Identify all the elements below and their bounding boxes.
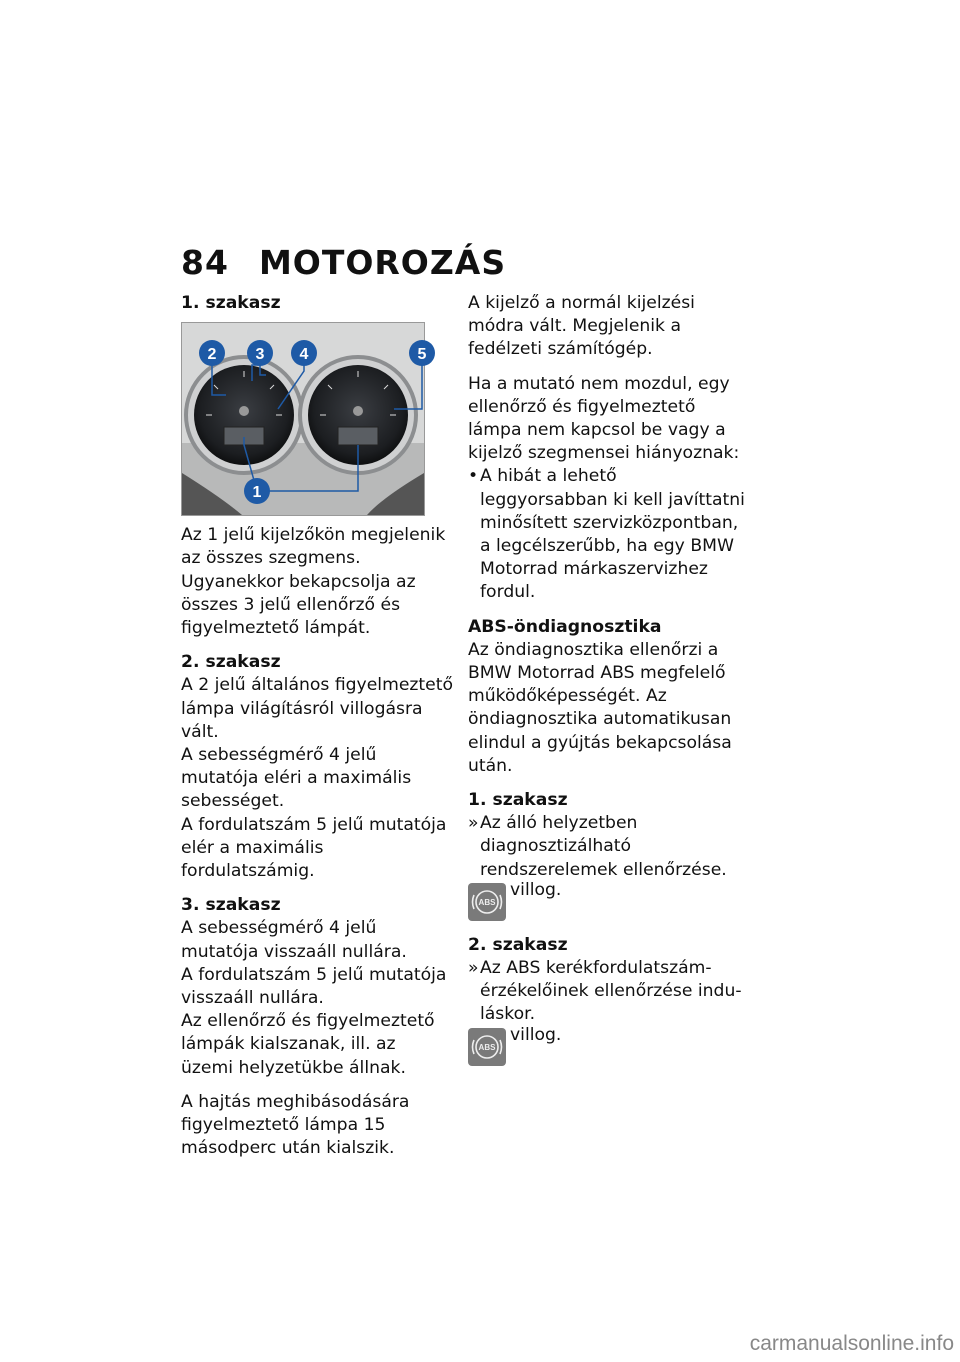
section-1-title: 1. szakasz [181,293,281,313]
section-2-p3: A fordulatszám 5 jelű mutatója elér a maximális fordulatszámig. [181,814,447,882]
bullet-marker: • [468,466,479,487]
page-title: MOTOROZÁS [258,243,507,282]
section-3-p3: Az ellenőrző és figyelmeztető lámpák kialszanak, ill. az üzemi helyzetükbe állnak. [181,1011,435,1078]
section-3-p2: A fordulatszám 5 jelű mutatója visszaáll nullára. [181,964,447,1009]
abs-title: ABS-öndiagnosztika [468,616,662,637]
section-2-p2: A sebességmérő 4 jelű mutatója eléri a maximális sebességet. [181,745,412,812]
step-text: Az ABS kerékfordulatszám-érzékelőinek ellenőrzése induláskor. [480,958,742,1025]
instrument-cluster-image [182,323,427,515]
bullet-text: A hibát a lehető leggyorsabban ki kell javíttatni minősített szervizközpontban, a legcélszerűbb, ha egy BMW Motorrad márkaszervizhez fordul. [480,466,745,603]
left-column [181,292,453,1160]
arrow-marker: » [468,813,479,834]
section-1-text: Az 1 jelű kijelzőkön megjelenik az összes szegmens. Ugyanekkor bekapcsolja az összes 3 jelű ellenőrző és figyelmeztető lámpát. [181,525,446,639]
abs-icon-row [468,1024,748,1074]
watermark: carmanualsonline.info [749,1332,954,1355]
abs-icon-label: villog. [510,1024,562,1045]
page-header [181,243,506,282]
list-item [468,465,748,604]
section-4-p1: A hajtás meghibásodására figyelmeztető lámpa 15 másodperc után kialszik. [181,1091,410,1159]
callout-4: 4 [299,346,309,364]
abs-warning-icon [468,883,506,921]
svg-text:ABS: ABS [478,1042,496,1052]
list-item [468,812,748,882]
abs-warning-icon [468,1028,506,1066]
callout-2: 2 [207,346,217,364]
right-section-1-title: 1. szakasz [468,790,568,811]
right-p1: A kijelző a normál kijelzési módra vált. Megjelenik a fedélzeti számítógép. [468,293,695,360]
callout-5: 5 [417,346,427,364]
callout-3: 3 [255,346,265,364]
right-column [468,292,748,1074]
callout-1: 1 [252,484,262,502]
section-3-p1: A sebességmérő 4 jelű mutatója visszaáll nullára. [181,918,407,962]
abs-icon-label: villog. [510,879,562,900]
list-item [468,957,748,1027]
step-text: Az álló helyzetben diagnosztizálható rendszerelemek ellenőrzése. [480,813,727,880]
instrument-cluster-figure [181,322,425,516]
right-p2: Ha a mutató nem mozdul, egy ellenőrző és figyelmeztető lámpa nem kapcsol be vagy a kijelző szegmensei hiányoznak: [468,373,740,464]
section-3-title: 3. szakasz [181,895,281,916]
abs-text: Az öndiagnosztika ellenőrzi a BMW Motorrad ABS megfelelő működőképességét. Az öndiagnosztika automatikusan elindul a gyújtás bekapcsolása után. [468,639,732,776]
section-2-p1: A 2 jelű általános figyelmeztető lámpa világításról villogásra vált. [181,675,453,742]
page-number: 84 [181,243,229,282]
section-2-title: 2. szakasz [181,652,281,673]
arrow-marker: » [468,958,479,979]
abs-icon-row [468,879,748,929]
right-section-2-title: 2. szakasz [468,934,568,955]
svg-text:ABS: ABS [478,897,496,907]
